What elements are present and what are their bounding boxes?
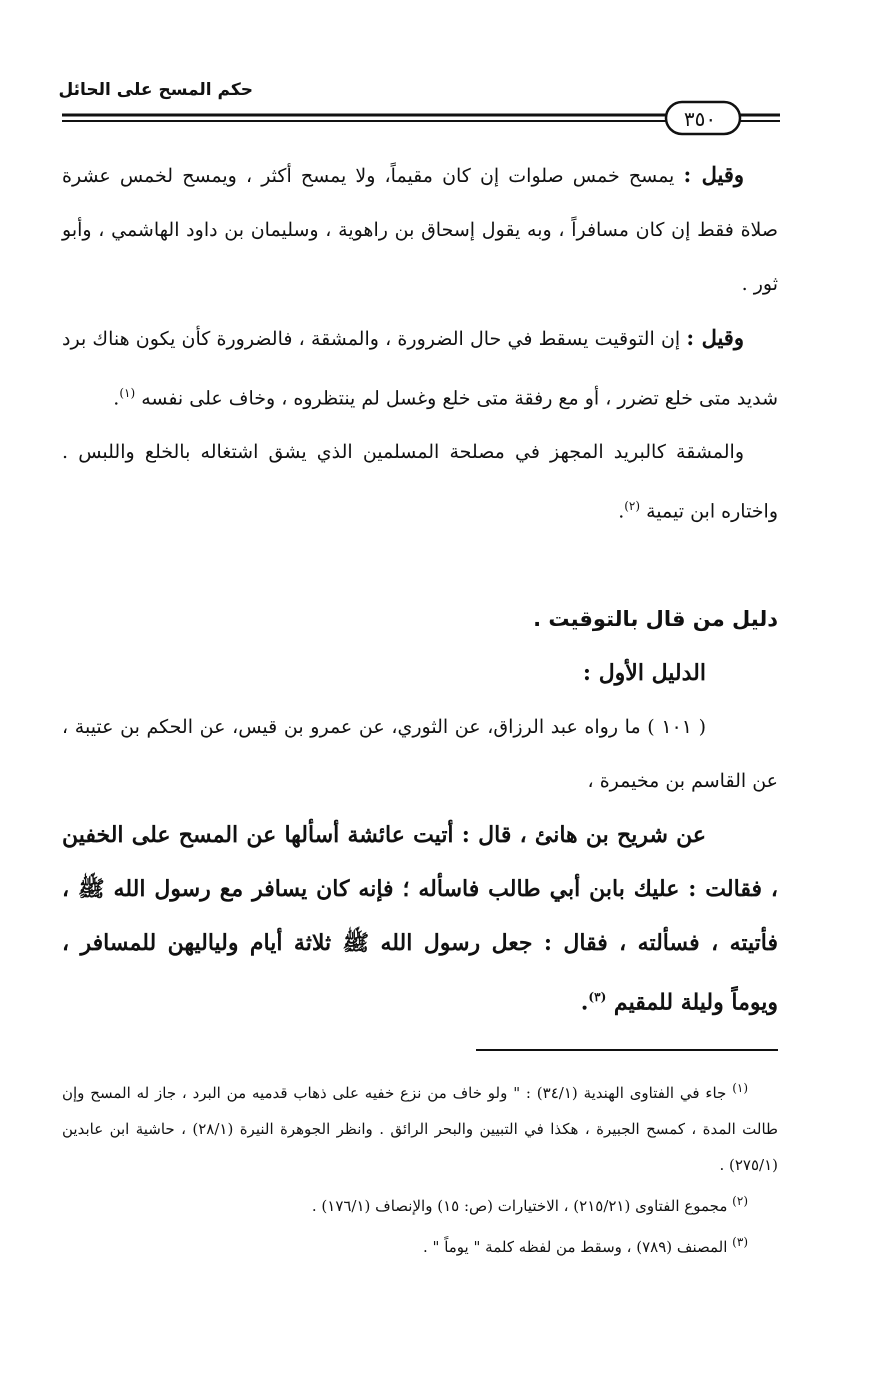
hadith-matn-text: عن شريح بن هانئ ، قال : أتيت عائشة أسألها عن المسح على الخفين ، فقالت : عليك بابن أبي طالب فاسأله ؛ فإنه كان يسافر مع رسول الله ﷺ ، فأتيته ، فسألته ، فقال : جعل رسول الله ﷺ ثلاثة أيام ولياليهن للمسافر ، ويوماً وليلة للمقيم (62, 822, 778, 1016)
page-number: ٣٥٠ (683, 107, 717, 131)
paragraph-1-lead: وقيل : (683, 162, 744, 187)
paragraph-1-text: يمسح خمس صلوات إن كان مقيماً، ولا يمسح أكثر ، ويمسح لخمس عشرة صلاة فقط إن كان مسافراً ، وبه يقول إسحاق بن راهوية ، وسليمان بن داود الهاشمي ، وأبو ثور . (62, 165, 778, 295)
footnote-ref-1: (١) (119, 386, 136, 400)
footnote-1 (62, 1070, 778, 1183)
footnote-2-text: مجموع الفتاوى (٢١٥/٢١) ، الاختيارات (ص: ١٥) والإنصاف (١٧٦/١) . (311, 1197, 728, 1215)
footnote-2 (62, 1183, 778, 1224)
running-header-title: حكم المسح على الحائل (58, 80, 253, 100)
paragraph-2-text: إن التوقيت يسقط في حال الضرورة ، والمشقة ، فالضرورة كأن يكون هناك برد شديد متى خلع تضرر ، أو مع رفقة متى خلع وغسل لم ينتظروه ، وخاف على نفسه (62, 328, 778, 410)
footnote-3-text: المصنف (٧٨٩) ، وسقط من لفظه كلمة " يوماً " . (423, 1238, 728, 1256)
paragraph-1 (62, 148, 778, 311)
footnote-ref-2: (٢) (624, 499, 641, 514)
footnote-ref-3: (٣) (588, 990, 607, 1004)
paragraph-2-lead: وقيل : (686, 325, 744, 350)
paragraph-3-end: . (618, 500, 625, 523)
evidence-subtitle: الدليل الأول : (582, 660, 706, 686)
footnotes (62, 1070, 778, 1265)
hadith-matn (62, 808, 778, 1029)
section-title: دليل من قال بالتوقيت . (533, 607, 778, 631)
paragraph-3 (62, 425, 778, 538)
footnote-1-text: جاء في الفتاوى الهندية (٣٤/١) : " ولو خاف من نزع خفيه على ذهاب قدميه من البرد ، جاز له المسح وإن طالت المدة ، كمسح الجبيرة ، هكذا في التبيين والبحر الرائق . وانظر الجوهرة النيرة (٢٨/١) ، حاشية ابن عابدين (٢٧٥/١) . (62, 1084, 778, 1174)
paragraph-3-text: والمشقة كالبريد المجهز في مصلحة المسلمين الذي يشق اشتغاله بالخلع واللبس . واختاره ابن تيمية (62, 441, 778, 523)
isnad-paragraph: ( ١٠١ ) ما رواه عبد الرزاق، عن الثوري، عن عمرو بن قيس، عن الحكم بن عتيبة ، عن القاسم بن مخيمرة ، (62, 716, 778, 792)
footnote-3-number: (٣) (732, 1235, 748, 1249)
main-text-upper (62, 148, 778, 539)
paragraph-2-end: . (113, 387, 120, 410)
hadith-matn-end: . (580, 989, 589, 1016)
footnote-3 (62, 1224, 778, 1265)
footnote-separator (476, 1049, 778, 1051)
paragraph-2 (62, 311, 778, 425)
footnote-1-number: (١) (732, 1081, 749, 1095)
main-text-lower (62, 592, 778, 1029)
footnote-2-number: (٢) (732, 1194, 748, 1208)
